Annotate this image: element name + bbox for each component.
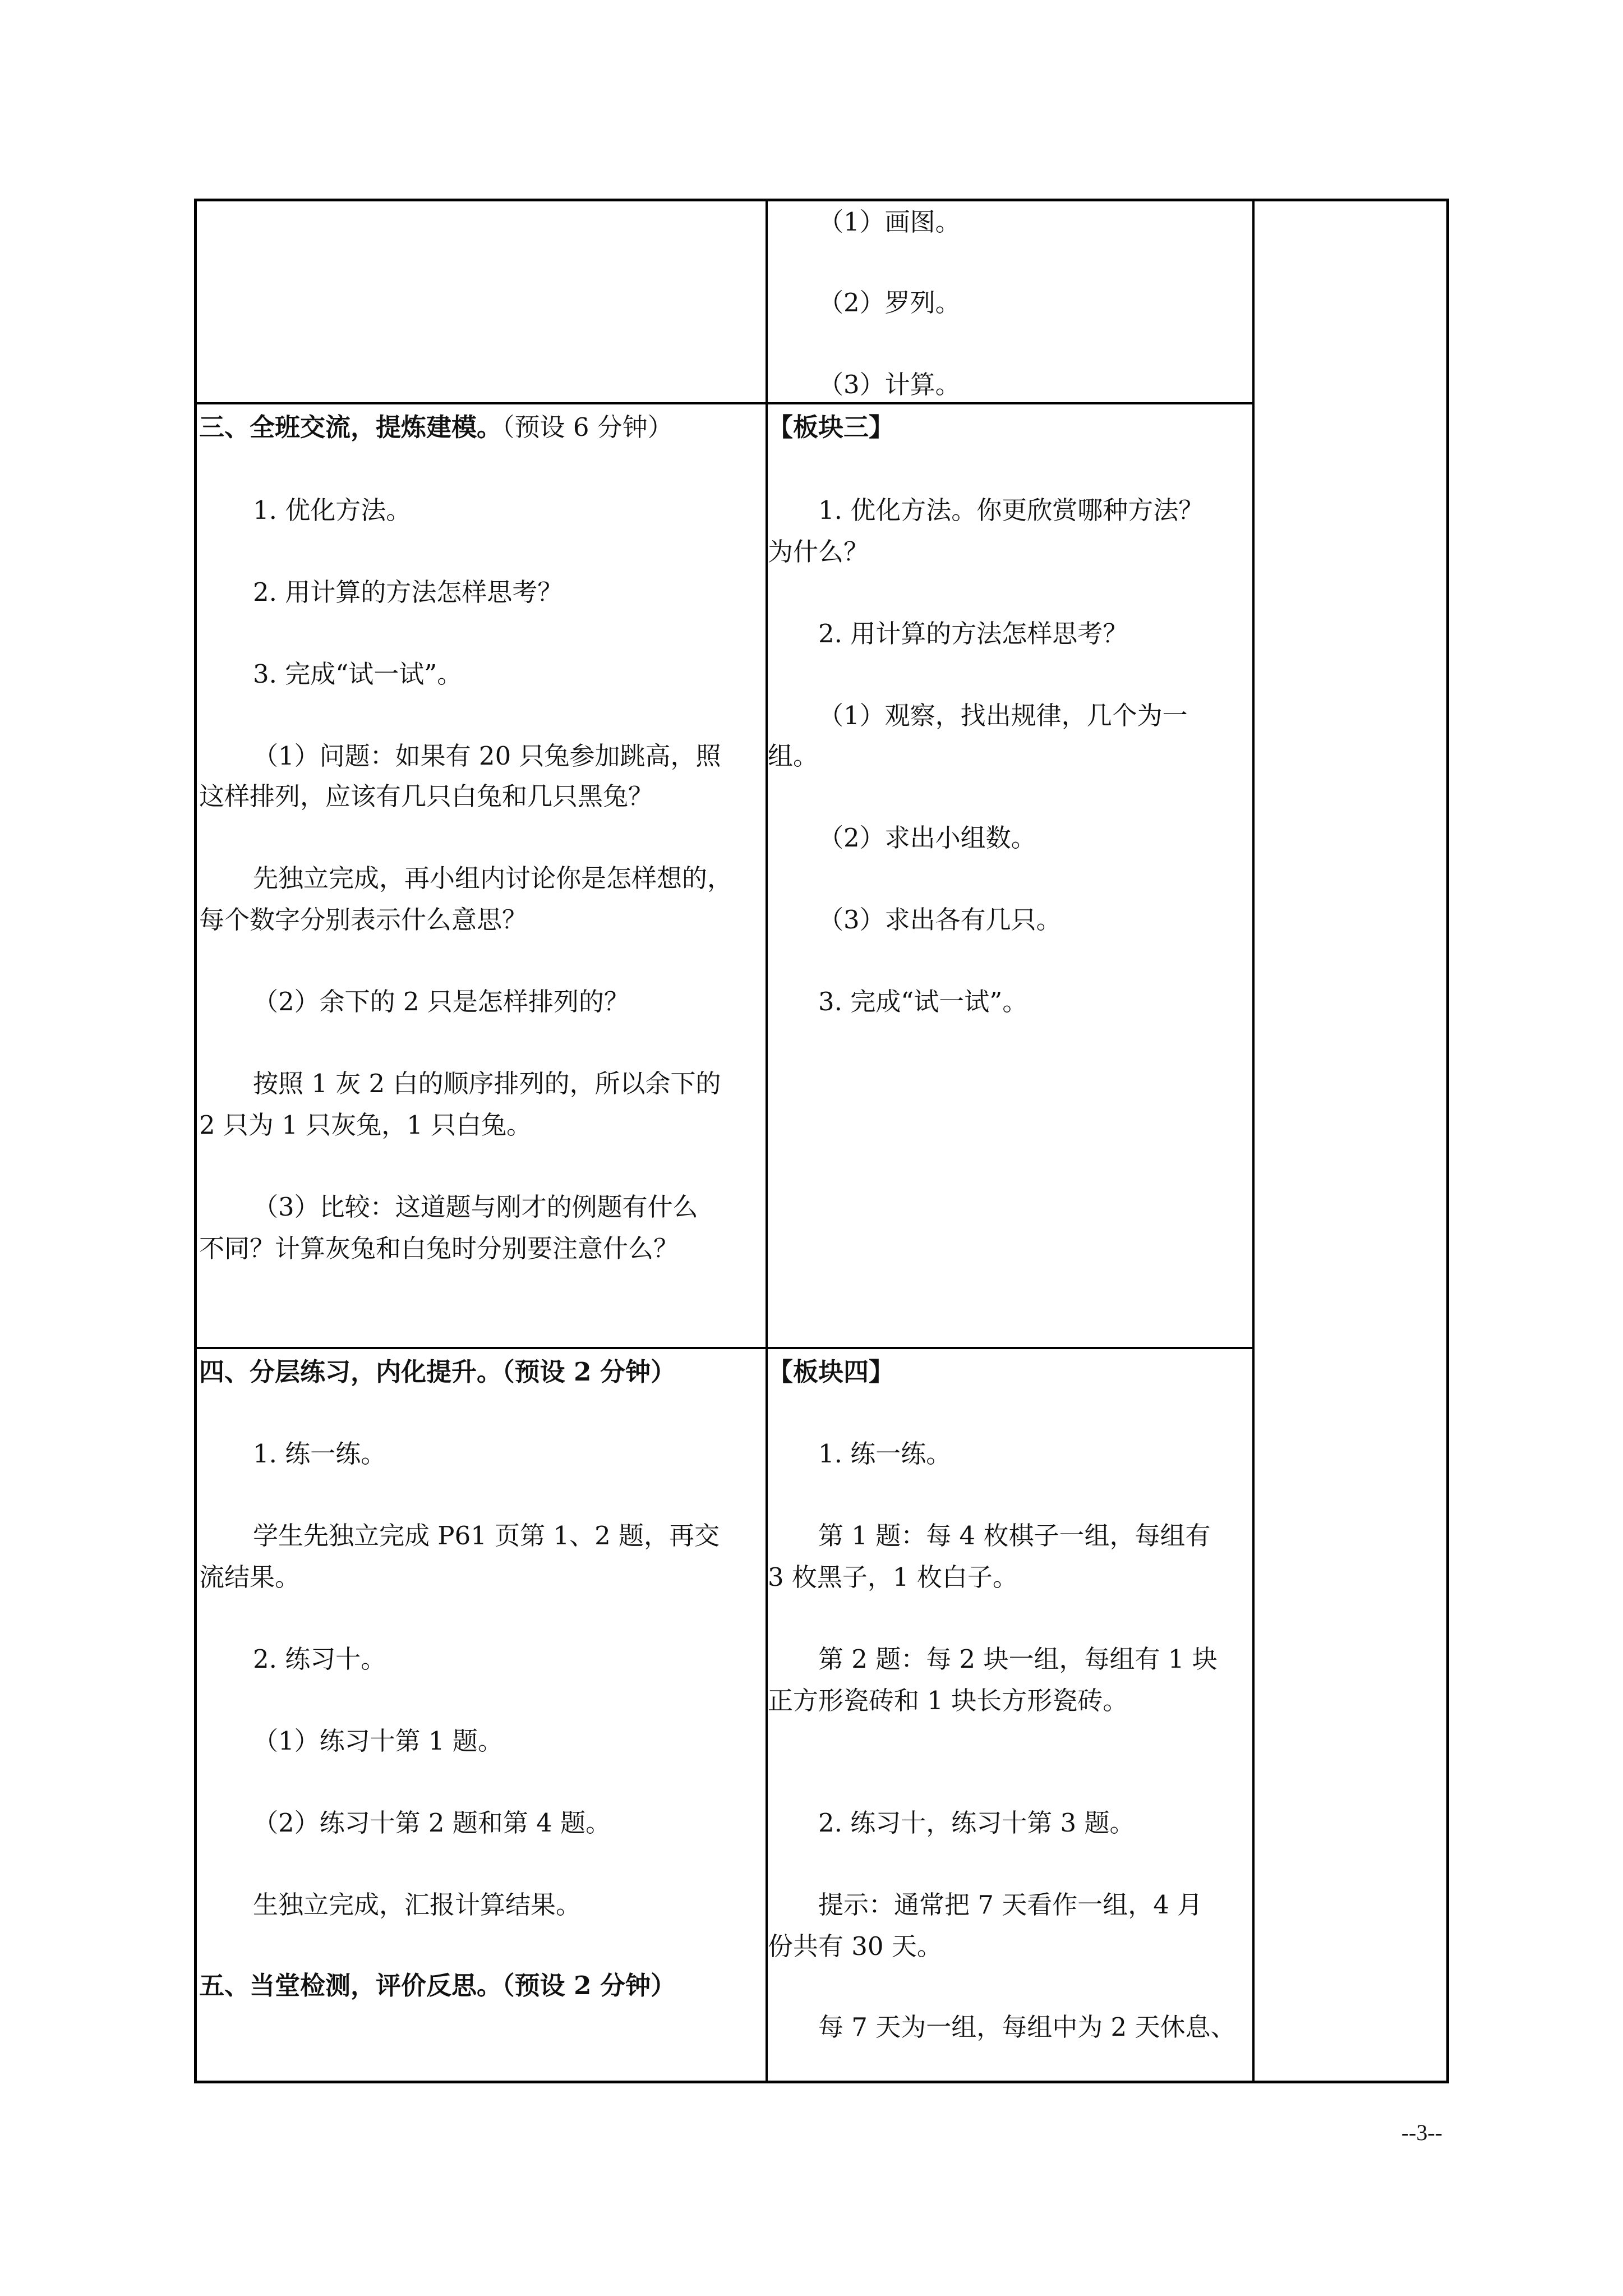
table-cell-text: 学生先独立完成 P61 页第 1、2 题，再交 xyxy=(253,1521,720,1550)
table-cell-text: 这样排列，应该有几只白兔和几只黑兔？ xyxy=(199,781,654,811)
column-divider xyxy=(1252,201,1255,2081)
table-cell-text: 1. 优化方法。 xyxy=(253,495,412,525)
block-heading: 【板块四】 xyxy=(768,1357,895,1387)
section-heading xyxy=(199,407,673,448)
section-heading: 五、当堂检测，评价反思。（预设 2 分钟） xyxy=(199,1971,676,2000)
table-cell-text: 份共有 30 天。 xyxy=(768,1931,942,1961)
section-title: 三、全班交流，提炼建模。 xyxy=(199,412,502,442)
table-cell-text: （2）求出小组数。 xyxy=(818,823,1036,853)
table-cell-text: 2. 用计算的方法怎样思考？ xyxy=(818,619,1128,648)
table-cell-text: 1. 优化方法。你更欣赏哪种方法？ xyxy=(818,495,1204,525)
row-divider xyxy=(197,1347,1255,1349)
page-number: --3-- xyxy=(1401,2120,1442,2145)
table-cell-text: 第 2 题：每 2 块一组，每组有 1 块 xyxy=(818,1644,1218,1674)
table-cell-text: 第 1 题：每 4 枚棋子一组，每组有 xyxy=(818,1521,1211,1550)
table-cell-text: （1）练习十第 1 题。 xyxy=(253,1726,503,1756)
table-cell-text: （1）问题：如果有 20 只兔参加跳高，照 xyxy=(253,741,721,771)
table-cell-text: 2. 用计算的方法怎样思考？ xyxy=(253,577,563,607)
row-divider xyxy=(197,402,1255,404)
table-cell-text: 3. 完成“试一试”。 xyxy=(253,659,463,689)
section-heading: 四、分层练习，内化提升。（预设 2 分钟） xyxy=(199,1357,676,1387)
section-time-note: （预设 6 分钟） xyxy=(502,412,673,442)
table-cell-text: 流结果。 xyxy=(199,1562,301,1592)
table-cell-text: 为什么？ xyxy=(768,537,869,567)
table-cell-text: 组。 xyxy=(768,741,819,771)
table-cell-text: 1. 练一练。 xyxy=(253,1439,386,1469)
table-cell-text: 先独立完成，再小组内讨论你是怎样想的， xyxy=(253,863,733,893)
table-cell-text: 2 只为 1 只灰兔，1 只白兔。 xyxy=(199,1110,532,1140)
table-cell-text: （1）画图。 xyxy=(818,207,961,237)
table-cell-text: 提示：通常把 7 天看作一组，4 月 xyxy=(818,1890,1203,1920)
table-cell-text: 按照 1 灰 2 白的顺序排列的，所以余下的 xyxy=(253,1069,721,1098)
table-cell-text: （2）罗列。 xyxy=(818,288,961,318)
table-cell-text: （2）余下的 2 只是怎样排列的？ xyxy=(253,987,629,1016)
table-cell-text: 不同？计算灰兔和白兔时分别要注意什么？ xyxy=(199,1234,679,1263)
table-cell-text: 3. 完成“试一试”。 xyxy=(818,987,1028,1016)
table-cell-text: 生独立完成，汇报计算结果。 xyxy=(253,1890,582,1920)
table-cell-text: 2. 练习十，练习十第 3 题。 xyxy=(818,1808,1135,1838)
table-cell-text: 1. 练一练。 xyxy=(818,1439,952,1469)
table-cell-text: （1）观察，找出规律，几个为一 xyxy=(818,701,1188,730)
table-cell-text: 2. 练习十。 xyxy=(253,1644,386,1674)
table-cell-text: （3）比较：这道题与刚才的例题有什么 xyxy=(253,1192,698,1222)
table-cell-text: 正方形瓷砖和 1 块长方形瓷砖。 xyxy=(768,1686,1128,1715)
table-cell-text: 每个数字分别表示什么意思？ xyxy=(199,905,528,935)
table-cell-text: 3 枚黑子，1 枚白子。 xyxy=(768,1562,1018,1592)
column-divider xyxy=(766,201,768,2081)
table-cell-text: 每 7 天为一组，每组中为 2 天休息、 xyxy=(818,2012,1236,2042)
table-cell-text: （3）求出各有几只。 xyxy=(818,905,1062,935)
lesson-plan-table xyxy=(194,199,1449,2083)
table-cell-text: （3）计算。 xyxy=(818,370,961,399)
block-heading: 【板块三】 xyxy=(768,412,895,442)
table-cell-text: （2）练习十第 2 题和第 4 题。 xyxy=(253,1808,611,1838)
